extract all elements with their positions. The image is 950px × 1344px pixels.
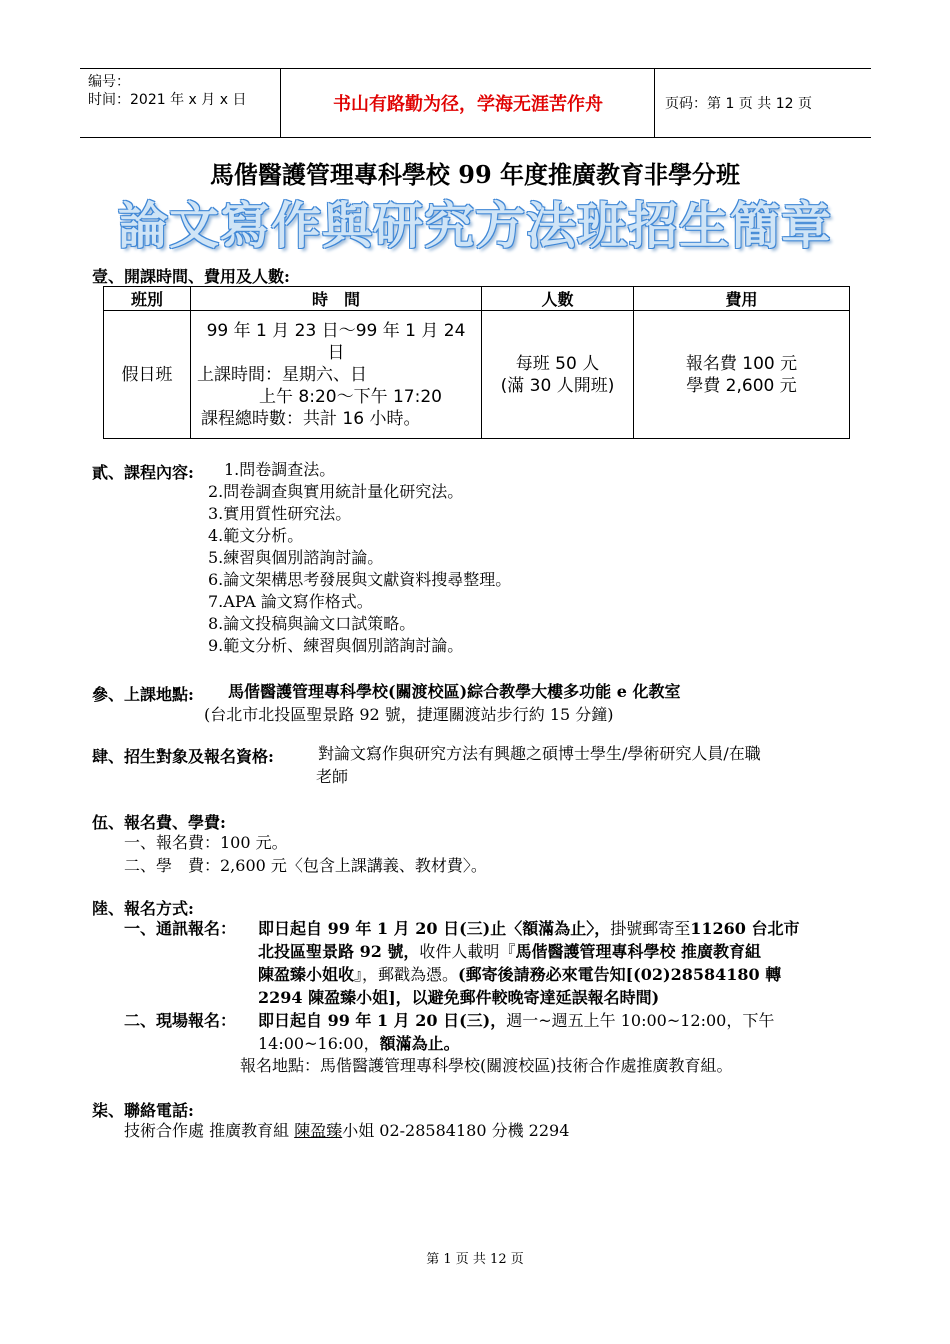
course-item: 7.APA 論文寫作格式。 (208, 592, 373, 611)
number-label: 编号： (88, 74, 130, 90)
table-header-row (104, 287, 850, 311)
page-subtitle-wordart: 論文寫作與研究方法班招生簡章 (118, 197, 832, 255)
page-header (80, 68, 871, 138)
mail-text: 』，郵戳為憑。 (354, 965, 459, 984)
mail-label: 一、通訊報名： (124, 919, 237, 938)
time-line: 99 年 1 月 23 日～99 年 1 月 24 (206, 320, 466, 341)
mail-text: 馬偕醫護管理專科學校 推廣教育組 (515, 942, 762, 961)
course-item: 5.練習與個別諮詢討論。 (208, 548, 384, 567)
onsite-line (258, 1033, 460, 1055)
course-item: 6.論文架構思考發展與文獻資料搜尋整理。 (208, 570, 512, 589)
section2-heading: 貳、課程內容: (92, 463, 194, 482)
schedule-table (103, 286, 850, 439)
people-line: (滿 30 人開班) (500, 375, 615, 396)
column-header: 班別 (104, 287, 191, 311)
course-item: 3.實用質性研究法。 (208, 504, 352, 523)
mail-line (258, 941, 761, 963)
section3-heading: 參、上課地點: (92, 685, 194, 704)
time-line: 上午 8:20～下午 17:20 (259, 386, 442, 407)
time-line: 日 (327, 342, 345, 363)
course-item: 1.問卷調查法。 (224, 460, 336, 479)
time-line: 課程總時數：共計 16 小時。 (201, 408, 421, 429)
mail-text: 陳盈臻小姐收 (258, 965, 355, 984)
onsite-text: 額滿為止。 (379, 1034, 460, 1053)
eligibility-text: 對論文寫作與研究方法有興趣之碩博士學生/學術研究人員/在職 (318, 744, 761, 763)
fee-cell (634, 311, 850, 439)
section5-heading: 伍、報名費、學費: (92, 813, 226, 832)
mail-line: 2294 陳盈臻小姐]，以避免郵件較晚寄達延誤報名時間) (258, 988, 660, 1007)
onsite-location: 報名地點：馬偕醫護管理專科學校(關渡校區)技術合作處推廣教育組。 (240, 1056, 733, 1075)
section1-heading: 壹、開課時間、費用及人數: (92, 267, 290, 286)
table-row (104, 311, 850, 439)
contact-text: 技術合作處 推廣教育組 (124, 1121, 295, 1140)
header-page-label: 页码：第 1 页 共 12 页 (665, 96, 812, 112)
column-header: 時 間 (191, 287, 482, 311)
fee-item: 一、報名費：100 元。 (124, 833, 288, 852)
course-item: 4.範文分析。 (208, 526, 304, 545)
onsite-text: 即日起自 99 年 1 月 20 日(三)， (258, 1011, 507, 1030)
mail-line (258, 964, 781, 986)
course-location: 馬偕醫護管理專科學校(關渡校區)綜合教學大樓多功能 e 化教室 (228, 682, 681, 701)
eligibility-text: 老師 (316, 767, 349, 786)
mail-line (258, 918, 800, 940)
onsite-text: 14:00~16:00， (258, 1034, 380, 1053)
mail-text: (郵寄後請務必來電告知[(02)28584180 轉 (458, 965, 782, 984)
mail-text: 掛號郵寄至 (610, 919, 691, 938)
fee-item: 二、學 費：2,600 元〈包含上課講義、教材費〉。 (124, 856, 487, 875)
onsite-line (258, 1010, 774, 1032)
column-header: 人數 (482, 287, 634, 311)
fee-line: 學費 2,600 元 (686, 375, 797, 396)
onsite-label: 二、現場報名： (124, 1011, 237, 1030)
header-meta (80, 69, 281, 137)
mail-text: 收件人載明『 (419, 942, 516, 961)
contact-text: 小姐 02-28584180 分機 2294 (342, 1121, 570, 1140)
mail-text: 11260 台北市 (690, 919, 800, 938)
header-motto: 书山有路勤为径，学海无涯苦作舟 (282, 69, 655, 137)
onsite-text: 週一~週五上午 10:00~12:00，下午 (506, 1011, 775, 1030)
fee-line: 報名費 100 元 (685, 353, 798, 374)
course-item: 8.論文投稿與論文口試策略。 (208, 614, 416, 633)
course-address: (台北市北投區聖景路 92 號，捷運關渡站步行約 15 分鐘) (204, 705, 614, 724)
column-header: 費用 (634, 287, 850, 311)
contact-name: 陳盈臻 (294, 1121, 343, 1140)
date-label: 时间：2021 年 x 月 x 日 (88, 92, 247, 108)
page-title: 馬偕醫護管理專科學校 99 年度推廣教育非學分班 (209, 160, 741, 189)
mail-text: 北投區聖景路 92 號， (258, 942, 420, 961)
class-cell: 假日班 (104, 311, 191, 439)
people-cell (482, 311, 634, 439)
time-cell (191, 311, 482, 439)
course-item: 2.問卷調查與實用統計量化研究法。 (208, 482, 464, 501)
section7-heading: 柒、聯絡電話: (92, 1101, 194, 1120)
course-item: 9.範文分析、練習與個別諮詢討論。 (208, 636, 464, 655)
time-line: 上課時間：星期六、日 (197, 364, 367, 385)
people-line: 每班 50 人 (515, 353, 600, 374)
page-footer: 第 1 页 共 12 页 (426, 1252, 524, 1267)
mail-text: 即日起自 99 年 1 月 20 日(三)止〈額滿為止〉， (258, 919, 611, 938)
section4-heading: 肆、招生對象及報名資格: (92, 747, 274, 766)
contact-line (124, 1120, 569, 1142)
section6-heading: 陸、報名方式: (92, 899, 194, 918)
